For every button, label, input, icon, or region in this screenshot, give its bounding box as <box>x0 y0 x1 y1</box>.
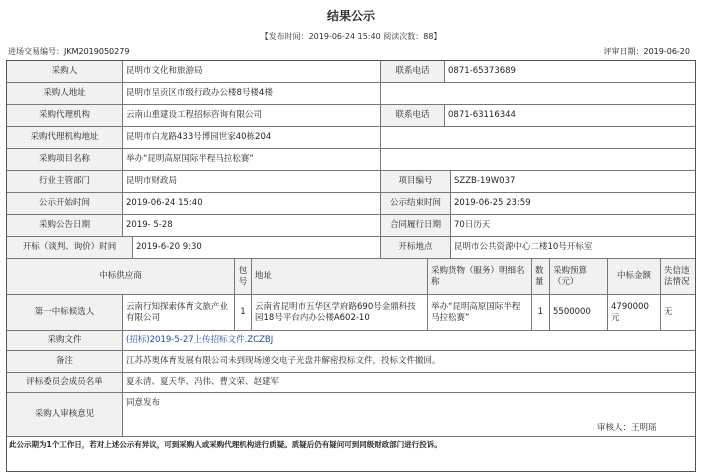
contact2-label: 联系电话 <box>381 105 445 127</box>
project-number-label: 项目编号 <box>381 171 451 193</box>
agency-label: 采购代理机构 <box>7 105 123 127</box>
supplier-name: 云南行知探索体育文旅产业有限公司 <box>123 295 235 331</box>
remark-label: 备注 <box>7 351 123 373</box>
department-value: 昆明市财政局 <box>123 171 381 193</box>
reviewer-name: 审核人：王明瑶 <box>597 423 657 433</box>
budget-value: 5500000 <box>550 295 608 331</box>
address-header: 地址 <box>252 259 428 295</box>
objection-notice: 此公示期为1个工作日，若对上述公示有异议，可到采购人或采购代理机构进行质疑。质疑后仍有疑问可到同级财政部门进行投诉。 <box>9 440 442 449</box>
purchase-docs-label: 采购文件 <box>7 331 123 351</box>
publicity-end-label: 公示结束时间 <box>381 193 451 215</box>
candidate-rank: 第一中标候选人 <box>7 295 123 331</box>
page-title: 结果公示 <box>326 9 375 23</box>
purchaser-address-label: 采购人地址 <box>7 83 123 105</box>
purchaser-address-blank <box>381 83 695 105</box>
agency-address-blank <box>381 127 695 149</box>
announcement-date-label: 采购公告日期 <box>7 215 123 237</box>
agency-address-value: 昆明市白龙路433号博园世家40栋204 <box>123 127 381 149</box>
project-name-blank <box>381 149 695 171</box>
purchase-docs-value <box>123 331 695 351</box>
contact2-value: 0871-63116344 <box>445 105 695 127</box>
contract-period-label: 合同履行日期 <box>381 215 451 237</box>
remark-value: 江苏苏奥体育发展有限公司未到现场递交电子光盘并解密投标文件，投标文件撤回。 <box>123 351 695 373</box>
purchaser-address-value: 昆明市呈贡区市级行政办公楼8号楼4楼 <box>123 83 381 105</box>
opening-time-value: 2019-6-20 9:30 <box>133 237 381 259</box>
agency-value: 云南山重建设工程招标咨询有限公司 <box>123 105 381 127</box>
package-header: 包号 <box>235 259 252 295</box>
quantity-header: 数量 <box>532 259 550 295</box>
package-number: 1 <box>235 295 252 331</box>
review-label: 采购人审核意见 <box>7 393 123 437</box>
review-opinion: 同意发布 <box>126 398 161 408</box>
publish-meta: 【发布时间：2019-06-24 15:40 阅读次数：88】 <box>260 32 442 41</box>
project-name-value: 举办“昆明高原国际半程马拉松赛” <box>123 149 381 171</box>
amount-value: 4790000元 <box>608 295 661 331</box>
purchaser-label: 采购人 <box>7 61 123 83</box>
docs-file-link[interactable]: 2019-5-27上传招标文件.ZCZBJ <box>149 335 274 345</box>
purchaser-value: 昆明市文化和旅游局 <box>123 61 381 83</box>
goods-name: 举办“昆明高原国际半程马拉松赛” <box>428 295 532 331</box>
amount-header: 中标金额 <box>608 259 661 295</box>
contact1-label: 联系电话 <box>381 61 445 83</box>
contract-period-value: 70日历天 <box>451 215 695 237</box>
agency-address-label: 采购代理机构地址 <box>7 127 123 149</box>
committee-value: 夏永清、夏天华、冯伟、曹文荣、赵建军 <box>123 373 695 393</box>
goods-header: 采购货物（服务）明细名称 <box>428 259 532 295</box>
quantity-value: 1 <box>532 295 550 331</box>
department-label: 行业主管部门 <box>7 171 123 193</box>
publicity-start-value: 2019-06-24 15:40 <box>123 193 381 215</box>
supplier-header: 中标供应商 <box>7 259 235 295</box>
dishonesty-header: 失信违法情况 <box>661 259 695 295</box>
opening-place-value: 昆明市公共资源中心二楼10号开标室 <box>451 237 695 259</box>
bid-number: 进场交易编号：JKM2019050279 <box>8 47 130 56</box>
committee-label: 评标委员会成员名单 <box>7 373 123 393</box>
supplier-address: 云南省昆明市五华区学府路690号金鼎科技园18号平台内办公楼A602-10 <box>252 295 428 331</box>
docs-link[interactable]: (招标) <box>126 335 150 345</box>
contact1-value: 0871-65373689 <box>445 61 695 83</box>
publicity-end-value: 2019-06-25 23:59 <box>451 193 695 215</box>
publicity-start-label: 公示开始时间 <box>7 193 123 215</box>
project-number-value: SZZB-19W037 <box>451 171 695 193</box>
announcement-date-value: 2019- 5-28 <box>123 215 381 237</box>
evaluation-date: 评审日期：2019-06-20 <box>603 47 690 56</box>
project-name-label: 采购项目名称 <box>7 149 123 171</box>
dishonesty-value: 无 <box>661 295 695 331</box>
result-table <box>6 60 696 472</box>
opening-place-label: 开标地点 <box>381 237 451 259</box>
budget-header: 采购预算（元） <box>550 259 608 295</box>
opening-time-label: 开标（谈判、询价）时间 <box>7 237 133 259</box>
